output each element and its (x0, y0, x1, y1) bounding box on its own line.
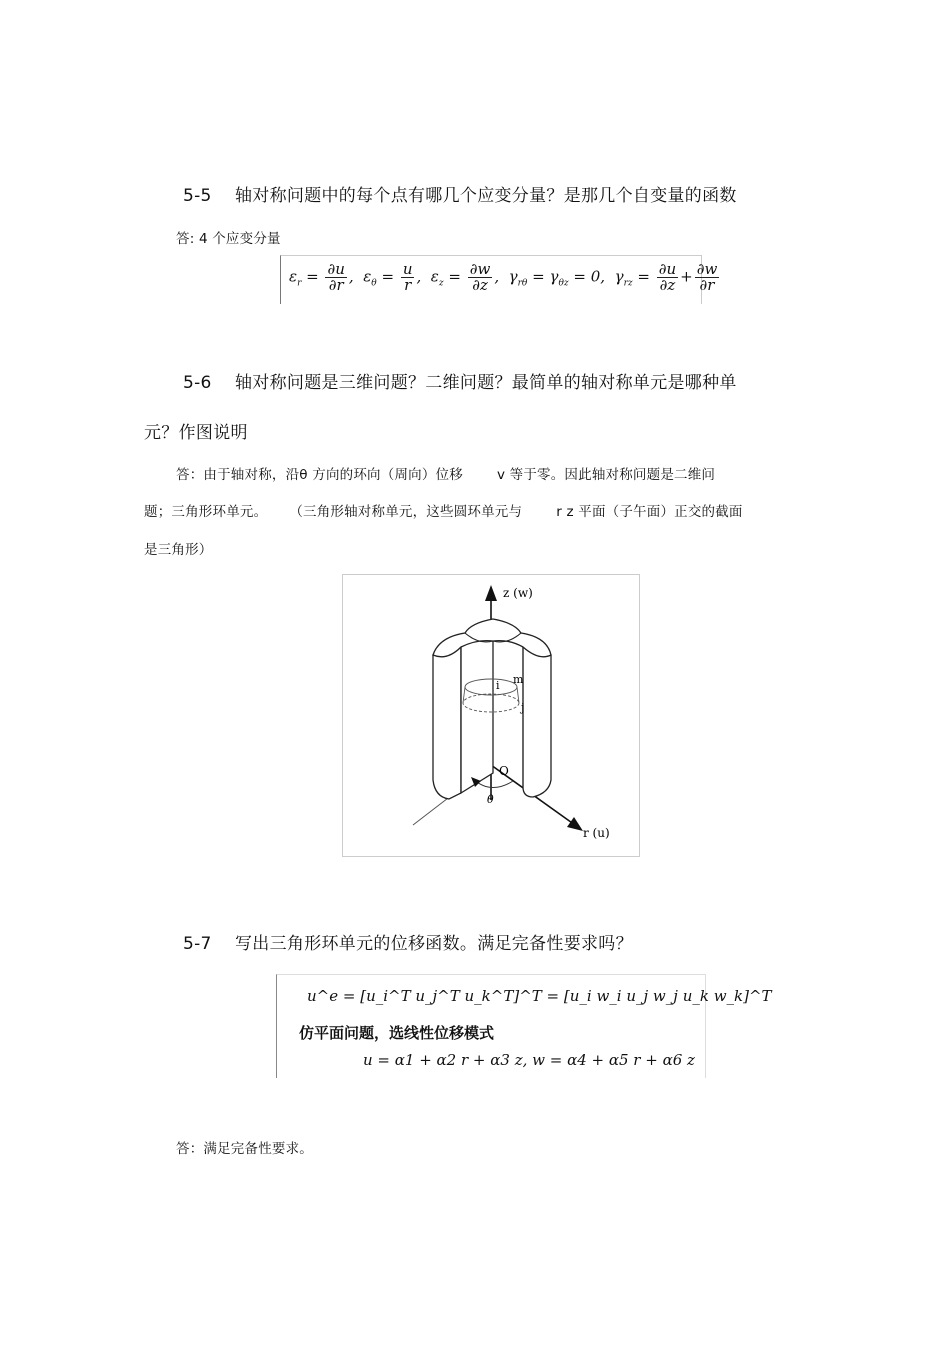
answer-5-6-line2: 题；三角形环单元。 （三角形轴对称单元，这些圆环单元与 r z 平面（子午面）正交的截面 (144, 504, 743, 520)
question-5-6-line2: 元？作图说明 (144, 423, 248, 443)
r-label: r (u) (583, 826, 610, 840)
question-number: 5-5 (183, 186, 212, 206)
question-5-7 (183, 929, 633, 954)
answer-5-6-line1: 答：由于轴对称，沿θ 方向的环向（周向）位移 v 等于零。因此轴对称问题是二维问 (176, 467, 716, 483)
dof-vector-line: u^e = [u_i^T u_j^T u_k^T]^T = [u_i w_i u_j w_j u_k w_k]^T (307, 987, 772, 1005)
z-label: z (w) (503, 586, 533, 600)
node-j-label: j (521, 701, 525, 714)
question-text-line1: 轴对称问题是三维问题？二维问题？最简单的轴对称单元是哪种单 (235, 373, 737, 393)
theta-label: θ (487, 793, 494, 806)
displacement-function-line: u = α1 + α2 r + α3 z, w = α4 + α5 r + α6 z (363, 1051, 695, 1069)
node-m-label: m (513, 673, 524, 686)
question-5-6 (183, 368, 737, 393)
question-number: 5-7 (183, 934, 212, 954)
r-arrow-icon (567, 817, 583, 831)
question-text: 轴对称问题中的每个点有哪几个应变分量？是那几个自变量的函数 (235, 186, 737, 206)
answer-5-7: 答：满足完备性要求。 (176, 1141, 313, 1157)
question-text: 写出三角形环单元的位移函数。满足完备性要求吗？ (235, 934, 633, 954)
strain-formula-image: $\varepsilon_r$ = $\frac{\partial u}{\partial r}$ , $\varepsilon_\theta$ = $\frac{u}{r}$ , $\varepsilon_z$ = $\frac{\partial w}{\partial z}$ , $\gamma_{r\theta} = \gamma_{\theta z} = 0$, $\gamma_{rz}$ = $\frac{\partial u}{\partial z}$ + $\frac{\partial w}{\partial r}$ (280, 255, 702, 304)
origin-label: O (499, 764, 509, 778)
node-i-label: i (496, 679, 500, 692)
answer-5-6-line3: 是三角形） (144, 542, 213, 558)
question-number: 5-6 (183, 373, 212, 393)
axisymmetric-element-figure (342, 574, 640, 857)
prism-left-face (433, 647, 461, 799)
displacement-function-image (276, 974, 772, 1078)
prism-front-face (461, 623, 493, 793)
answer-5-5: 答: 4 个应变分量 (176, 231, 281, 247)
question-5-5 (183, 181, 737, 206)
linear-mode-text: 仿平面问题，选线性位移模式 (299, 1024, 495, 1042)
z-arrow-icon (485, 585, 497, 601)
figure-svg (343, 575, 639, 856)
